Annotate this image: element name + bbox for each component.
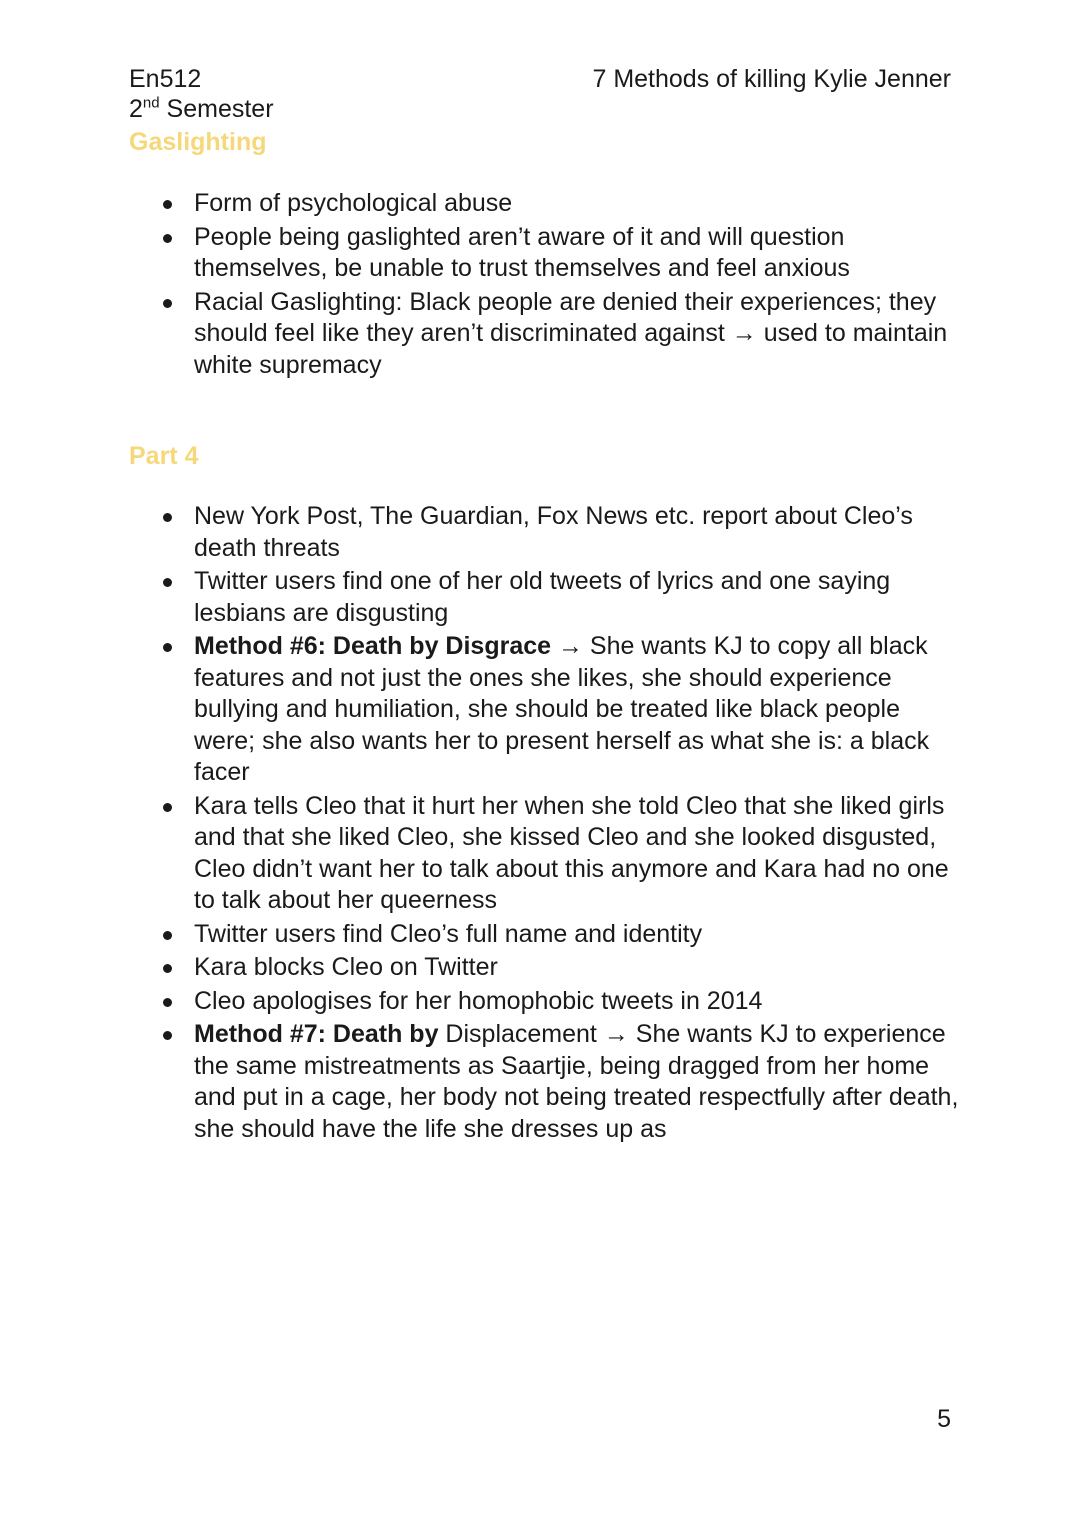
section-title-gaslighting: Gaslighting: [129, 128, 267, 156]
list-item: Method #6: Death by Disgrace → She wants KJ to copy all black features and not just the ones she likes, she should experience bullying and humiliation, she should be treated like black people were; she also wants her to present herself as what she is: a black facer: [129, 631, 959, 789]
list-item: Twitter users find Cleo’s full name and identity: [129, 919, 959, 951]
list-item: Twitter users find one of her old tweets of lyrics and one saying lesbians are disgusting: [129, 566, 959, 629]
list-item: Racial Gaslighting: Black people are denied their experiences; they should feel like they aren’t discriminated against → used to maintain white supremacy: [129, 287, 959, 382]
page-number: 5: [937, 1405, 951, 1433]
list-item: Kara tells Cleo that it hurt her when she told Cleo that she liked girls and that she liked Cleo, she kissed Cleo and she looked disgusted, Cleo didn’t want her to talk about this anymore and Kara had no one to talk about her queerness: [129, 791, 959, 917]
list-item: Method #7: Death by Displacement → She wants KJ to experience the same mistreatments as Saartjie, being dragged from her home and put in a cage, her body not being treated respectfully after death, she should have the life she dresses up as: [129, 1019, 959, 1145]
document-title: 7 Methods of killing Kylie Jenner: [592, 65, 951, 93]
list-item: Kara blocks Cleo on Twitter: [129, 952, 959, 984]
list-item: Form of psychological abuse: [129, 188, 959, 220]
list-item: New York Post, The Guardian, Fox News etc. report about Cleo’s death threats: [129, 501, 959, 564]
section-title-part-4: Part 4: [129, 442, 199, 470]
semester: 2nd Semester: [129, 94, 274, 123]
method-6-label: Method #6: Death by Disgrace: [194, 632, 552, 660]
list-item: People being gaslighted aren’t aware of it and will question themselves, be unable to trust themselves and feel anxious: [129, 222, 959, 285]
header-left: [129, 64, 274, 124]
part4-list: [129, 501, 959, 1147]
method-7-label: Method #7: Death by: [194, 1020, 439, 1048]
course-code: En512: [129, 65, 202, 93]
gaslighting-list: [129, 188, 959, 383]
list-item: Cleo apologises for her homophobic tweets in 2014: [129, 986, 959, 1018]
